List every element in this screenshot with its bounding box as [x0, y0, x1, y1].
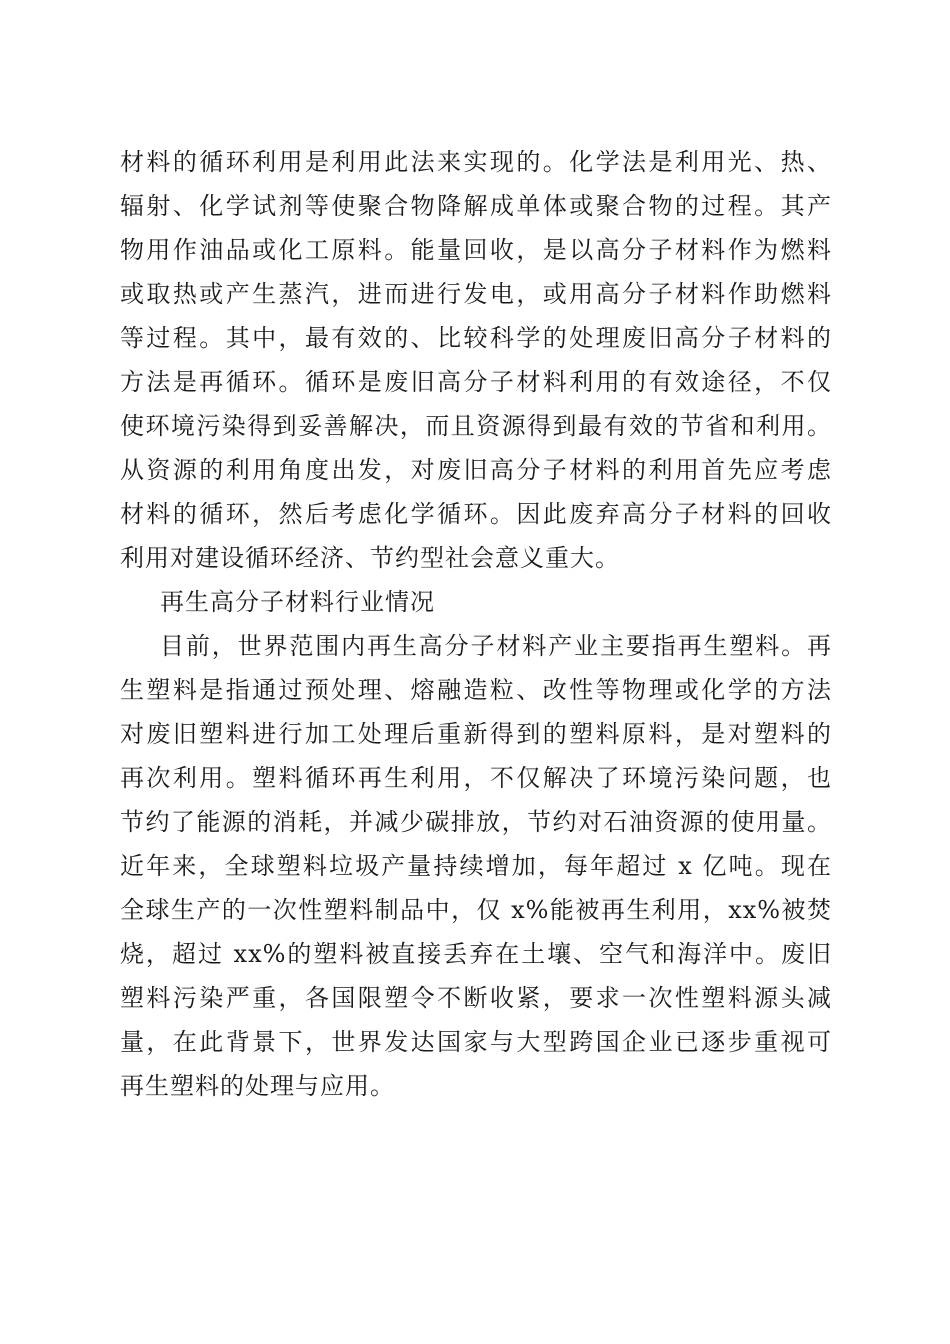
text-line: 近年来，全球塑料垃圾产量持续增加，每年超过 x 亿吨。现在 — [120, 852, 832, 880]
text-line: 烧，超过 xx%的塑料被直接丢弃在土壤、空气和海洋中。废旧 — [120, 940, 832, 968]
text-line: 材料的循环，然后考虑化学循环。因此废弃高分子材料的回收 — [120, 500, 832, 528]
text-line: 物用作油品或化工原料。能量回收，是以高分子材料作为燃料 — [120, 236, 832, 264]
text-line: 方法是再循环。循环是废旧高分子材料利用的有效途径，不仅 — [120, 368, 832, 396]
text-line: 或取热或产生蒸汽，进而进行发电，或用高分子材料作助燃料 — [120, 280, 832, 308]
text-line: 辐射、化学试剂等使聚合物降解成单体或聚合物的过程。其产 — [120, 192, 832, 220]
text-line: 量，在此背景下，世界发达国家与大型跨国企业已逐步重视可 — [120, 1028, 832, 1056]
text-line: 节约了能源的消耗，并减少碳排放，节约对石油资源的使用量。 — [120, 808, 832, 836]
text-line: 目前，世界范围内再生高分子材料产业主要指再生塑料。再 — [160, 632, 832, 660]
document-body — [120, 140, 832, 1108]
text-line: 生塑料是指通过预处理、熔融造粒、改性等物理或化学的方法 — [120, 676, 832, 704]
text-line: 材料的循环利用是利用此法来实现的。化学法是利用光、热、 — [120, 148, 832, 176]
section-heading — [120, 580, 832, 624]
text-line: 利用对建设循环经济、节约型社会意义重大。 — [120, 544, 620, 572]
text-line: 对废旧塑料进行加工处理后重新得到的塑料原料，是对塑料的 — [120, 720, 832, 748]
text-line: 塑料污染严重，各国限塑令不断收紧，要求一次性塑料源头减 — [120, 984, 832, 1012]
text-line: 从资源的利用角度出发，对废旧高分子材料的利用首先应考虑 — [120, 456, 832, 484]
text-line: 再次利用。塑料循环再生利用，不仅解决了环境污染问题，也 — [120, 764, 832, 792]
section-heading-text: 再生高分子材料行业情况 — [160, 588, 435, 616]
paragraph-recycling-methods — [120, 140, 832, 580]
text-line: 全球生产的一次性塑料制品中，仅 x%能被再生利用，xx%被焚 — [120, 896, 832, 924]
text-line: 使环境污染得到妥善解决，而且资源得到最有效的节省和利用。 — [120, 412, 832, 440]
text-line: 等过程。其中，最有效的、比较科学的处理废旧高分子材料的 — [120, 324, 832, 352]
text-line: 再生塑料的处理与应用。 — [120, 1072, 395, 1100]
paragraph-recycled-plastics — [120, 624, 832, 1108]
